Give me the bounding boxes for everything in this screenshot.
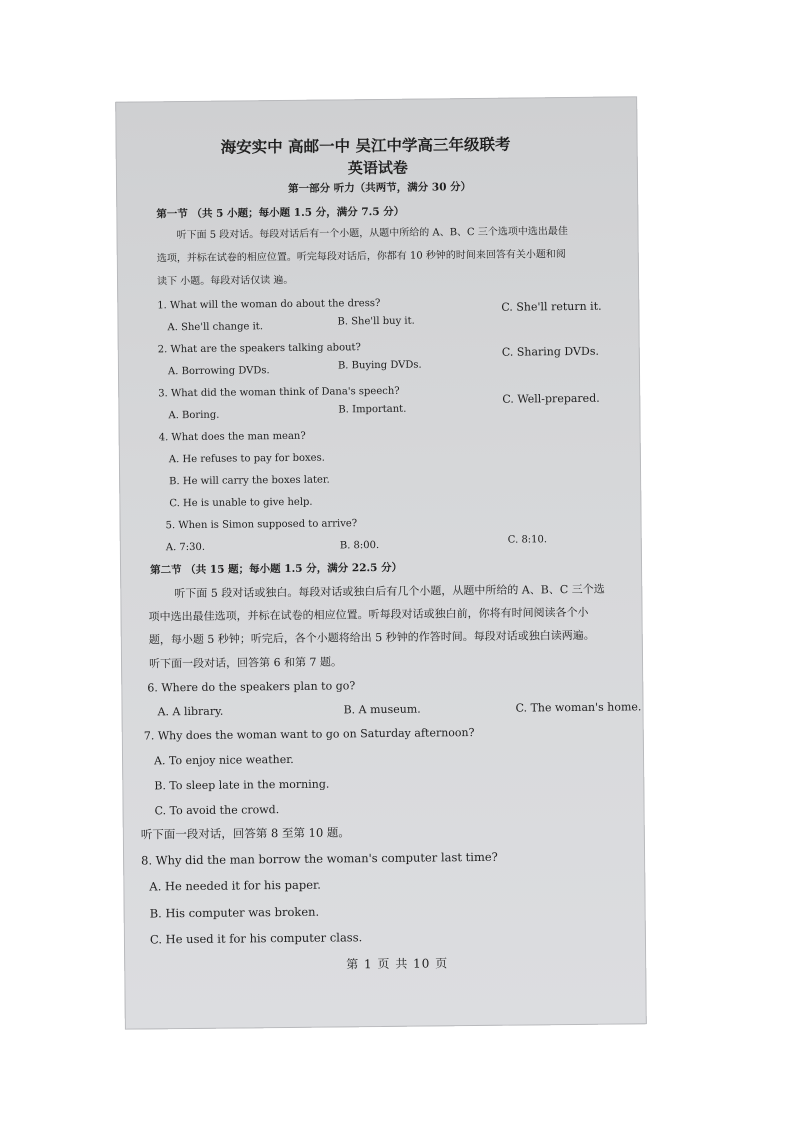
question-1: 1. What will the woman do about the dress? — [157, 297, 381, 312]
q2-option-b: B. Buying DVDs. — [337, 359, 422, 372]
question-2: 2. What are the speakers talking about? — [157, 342, 361, 356]
q5-option-c: C. 8:10. — [507, 534, 548, 546]
question-3: 3. What did the woman think of Dana's speech? — [158, 385, 400, 400]
q3-option-a: A. Boring. — [168, 409, 220, 422]
q7-option-a: A. To enjoy nice weather. — [153, 752, 294, 768]
section2-note: 听下面一段对话，回答第 8 至第 10 题。 — [140, 825, 350, 842]
question-8: 8. Why did the man borrow the woman's computer last time? — [141, 849, 498, 868]
q6-option-c: C. The woman's home. — [515, 700, 642, 715]
q3-option-c: C. Well-prepared. — [502, 391, 600, 406]
section1-instruction-line: 读下 小题。每段对话仅读 遍。 — [156, 274, 294, 288]
section2-instruction-line: 听下面一段对话，回答第 6 和第 7 题。 — [148, 655, 343, 671]
section1-instruction-line: 选项，并标在试卷的相应位置。听完每段对话后，你都有 10 秒钟的时间来回答有关小题和阅 — [156, 249, 566, 265]
section2-heading: 第二节 （共 15 题；每小题 1.5 分，满分 22.5 分） — [150, 561, 403, 577]
q8-option-c: C. He used it for his computer class. — [149, 930, 363, 947]
section1-heading: 第一节 （共 5 小题；每小题 1.5 分，满分 7.5 分） — [156, 205, 405, 221]
q8-option-a: A. He needed it for his paper. — [149, 877, 321, 894]
q1-option-a: A. She'll change it. — [167, 321, 264, 334]
exam-paper-photo — [115, 96, 647, 1029]
exam-subtitle: 英语试卷 — [347, 158, 408, 178]
part-heading: 第一部分 听力（共两节，满分 30 分） — [288, 181, 472, 195]
q3-option-b: B. Important. — [338, 403, 407, 416]
q1-option-b: B. She'll buy it. — [337, 315, 415, 328]
page-footer: 第 1 页 共 10 页 — [346, 956, 449, 972]
exam-title: 海安实中 高邮一中 吴江中学高三年级联考 — [220, 134, 511, 157]
q4-option-a: A. He refuses to pay for boxes. — [168, 452, 325, 466]
question-7: 7. Why does the woman want to go on Saturday afternoon? — [143, 726, 475, 743]
section2-instruction-line: 项中选出最佳选项，并标在试卷的相应位置。听每段对话或独白前，你将有时间阅读各个小 — [148, 605, 589, 624]
question-4: 4. What does the man mean? — [158, 430, 306, 444]
q2-option-c: C. Sharing DVDs. — [501, 344, 600, 359]
q5-option-a: A. 7:30. — [165, 541, 206, 554]
q5-option-b: B. 8:00. — [339, 540, 380, 552]
q6-option-a: A. A library. — [157, 704, 224, 719]
q8-option-b: B. His computer was broken. — [149, 904, 320, 921]
question-6: 6. Where do the speakers plan to go? — [147, 679, 356, 695]
question-5: 5. When is Simon supposed to arrive? — [165, 518, 358, 532]
section2-instruction-line: 听下面 5 段对话或独白。每段对话或独白后有几个小题，从题中所给的 A、B、C 三个选 — [174, 582, 605, 601]
q1-option-c: C. She'll return it. — [501, 299, 602, 314]
q4-option-b: B. He will carry the boxes later. — [169, 474, 330, 488]
section2-instruction-line: 题，每小题 5 秒钟；听完后，各个小题将给出 5 秒钟的作答时间。每段对话或独白读两遍。 — [148, 628, 595, 647]
q7-option-c: C. To avoid the crowd. — [154, 803, 280, 818]
q2-option-a: A. Borrowing DVDs. — [167, 365, 270, 378]
q6-option-b: B. A museum. — [343, 702, 421, 717]
q7-option-b: B. To sleep late in the morning. — [154, 777, 330, 793]
q4-option-c: C. He is unable to give help. — [169, 496, 313, 510]
section1-instruction-line: 听下面 5 段对话。每段对话后有一个小题，从题中所给的 A、B、C 三个选项中选出最佳 — [176, 226, 568, 242]
